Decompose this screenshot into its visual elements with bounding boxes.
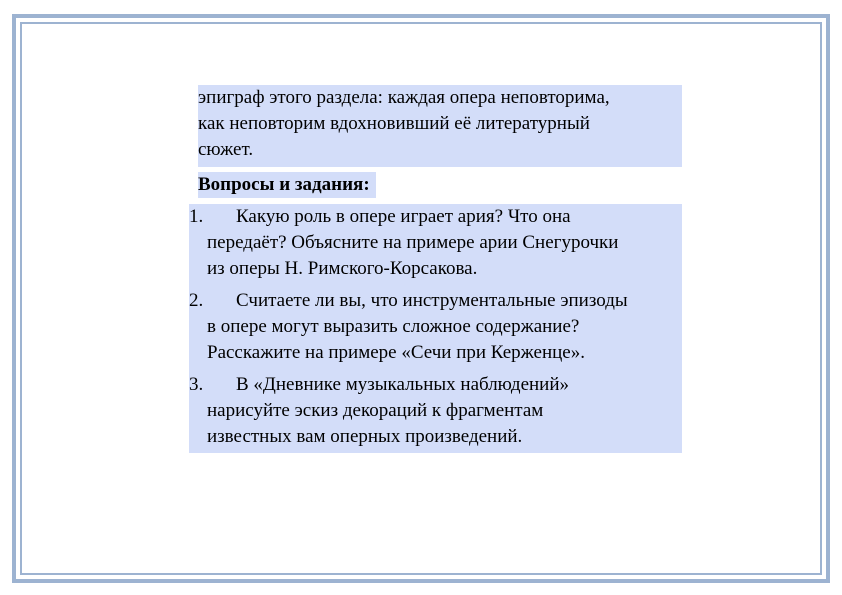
question-number: 1. (189, 206, 204, 227)
question-number: 3. (189, 374, 204, 395)
question-line: Какую роль в опере играет ария? Что она (236, 206, 571, 227)
epigraph-line: эпиграф этого раздела: каждая опера неповторима, (198, 87, 610, 108)
epigraph-line: как неповторим вдохновивший её литературный (198, 113, 590, 134)
question-line: из оперы Н. Римского-Корсакова. (207, 258, 478, 279)
question-item (189, 204, 682, 282)
questions-list (189, 204, 682, 453)
question-line: Считаете ли вы, что инструментальные эпизоды (236, 290, 628, 311)
question-line: передаёт? Объясните на примере арии Снегурочки (207, 232, 619, 253)
question-line: известных вам оперных произведений. (207, 426, 523, 447)
epigraph-line: сюжет. (198, 139, 254, 160)
question-line: Расскажите на примере «Сечи при Керженце». (207, 342, 585, 363)
questions-heading (198, 172, 682, 198)
question-item (189, 372, 682, 450)
question-line: в опере могут выразить сложное содержание? (207, 316, 580, 337)
question-number: 2. (189, 290, 204, 311)
questions-heading-text: Вопросы и задания: (198, 172, 376, 198)
epigraph-text (198, 85, 682, 167)
question-line: В «Дневнике музыкальных наблюдений» (236, 374, 570, 395)
question-item (189, 288, 682, 366)
question-line: нарисуйте эскиз декораций к фрагментам (207, 400, 544, 421)
